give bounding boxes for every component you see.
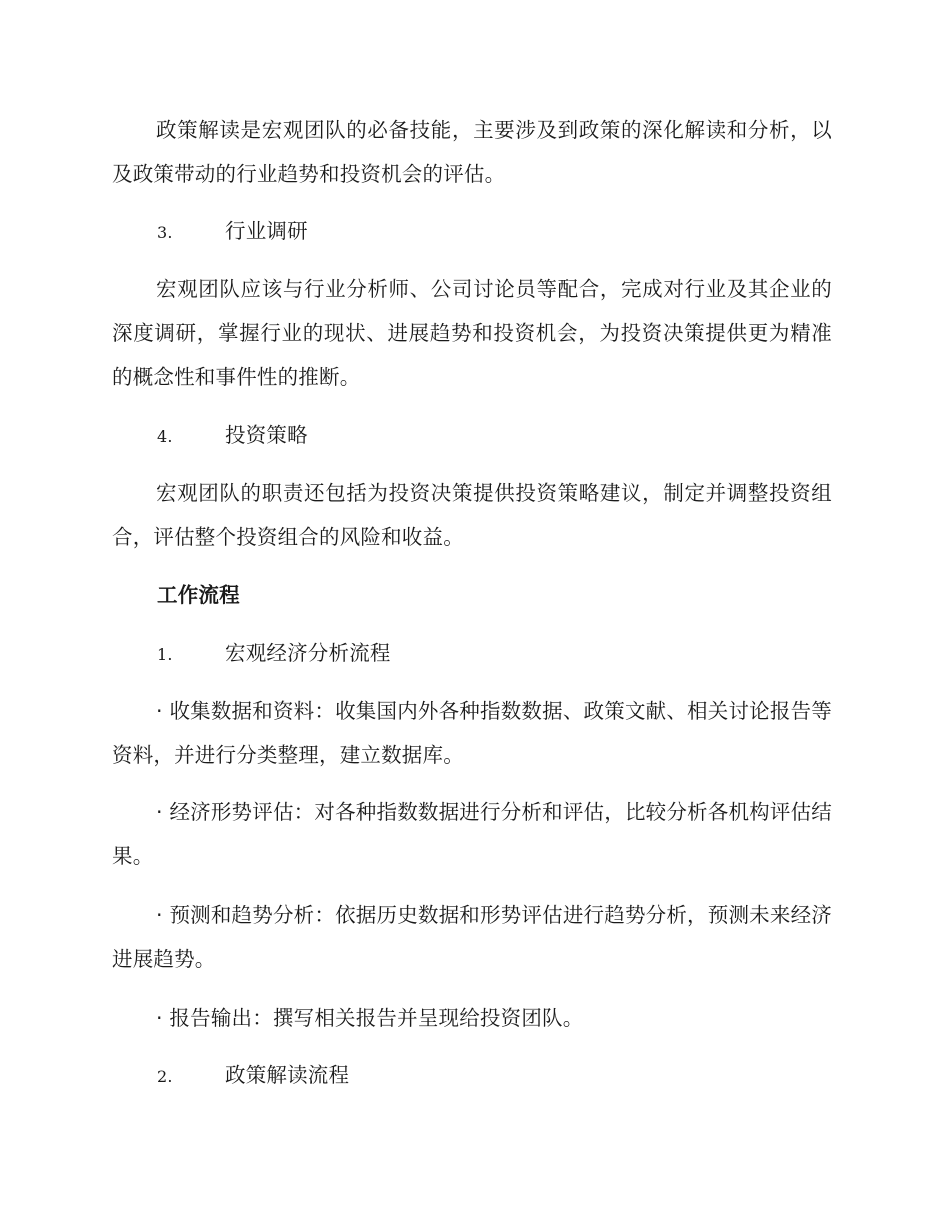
bullet-economic-assessment: · 经济形势评估：对各种指数数据进行分析和评估，比较分析各机构评估结果。 — [112, 800, 832, 868]
list-label: 政策解读流程 — [225, 1063, 350, 1087]
list-number: 1. — [157, 645, 173, 664]
list-item-macro-analysis-flow — [157, 631, 877, 677]
bullet-collect-data: · 收集数据和资料：收集国内外各种指数数据、政策文献、相关讨论报告等资料，并进行分类整理，建立数据库。 — [112, 699, 832, 767]
list-item-policy-flow — [157, 1053, 877, 1099]
list-number: 4. — [157, 427, 173, 446]
paragraph-investment-strategy: 宏观团队的职责还包括为投资决策提供投资策略建议，制定并调整投资组合，评估整个投资组合的风险和收益。 — [112, 481, 832, 549]
list-item-investment-strategy — [157, 413, 877, 459]
section-heading-workflow: 工作流程 — [157, 583, 240, 607]
paragraph-policy-interpretation: 政策解读是宏观团队的必备技能，主要涉及到政策的深化解读和分析，以及政策带动的行业趋势和投资机会的评估。 — [112, 118, 832, 186]
list-item-industry-research — [157, 209, 877, 255]
paragraph-industry-research: 宏观团队应该与行业分析师、公司讨论员等配合，完成对行业及其企业的深度调研，掌握行业的现状、进展趋势和投资机会，为投资决策提供更为精准的概念性和事件性的推断。 — [112, 277, 832, 389]
list-label: 投资策略 — [225, 423, 308, 447]
bullet-report-output: · 报告输出：撰写相关报告并呈现给投资团队。 — [156, 1006, 584, 1030]
list-label: 行业调研 — [225, 219, 308, 243]
bullet-forecast-trend: · 预测和趋势分析：依据历史数据和形势评估进行趋势分析，预测未来经济进展趋势。 — [112, 903, 832, 971]
list-number: 2. — [157, 1067, 173, 1086]
list-number: 3. — [157, 223, 173, 242]
list-label: 宏观经济分析流程 — [225, 641, 391, 665]
